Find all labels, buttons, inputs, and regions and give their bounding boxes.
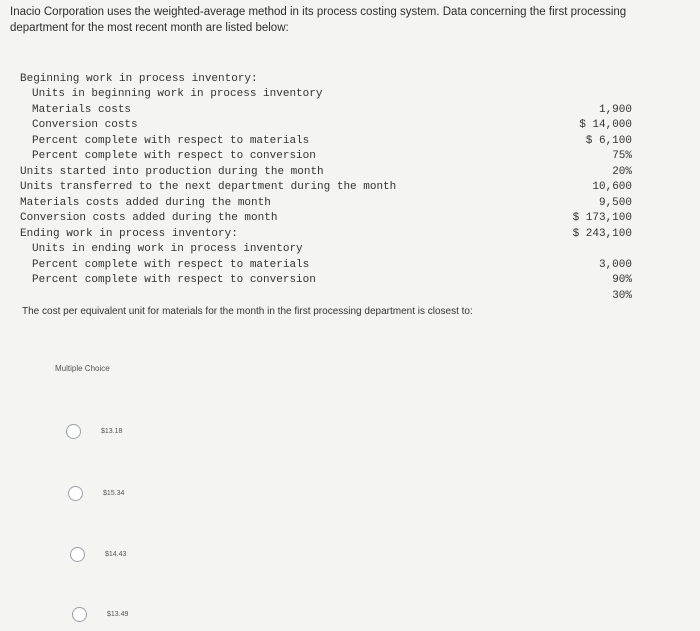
multiple-choice-title: Multiple Choice: [55, 364, 110, 373]
row-label: Percent complete with respect to conversion: [32, 150, 316, 162]
row-value: 30%: [612, 289, 632, 302]
answer-option[interactable]: [70, 547, 126, 562]
answer-option[interactable]: [68, 486, 124, 501]
answer-option[interactable]: [66, 424, 122, 439]
row-label: Units transferred to the next department during the month: [20, 181, 397, 193]
option-label: $13.18: [101, 428, 123, 435]
row-label: Percent complete with respect to materials: [32, 134, 310, 147]
answer-option[interactable]: [72, 607, 128, 622]
row-label: Units started into production during the month: [20, 165, 324, 178]
row-label: Percent complete with respect to materials: [32, 258, 310, 271]
option-label: $15.34: [103, 490, 125, 497]
option-label: $14.43: [105, 551, 127, 558]
row-value: 20%: [612, 165, 632, 178]
row-value: 3,000: [598, 258, 632, 271]
row-value: 9,500: [598, 196, 632, 209]
row-label: Percent complete with respect to conversion: [32, 274, 316, 286]
row-label: Units in beginning work in process inventory: [32, 88, 323, 100]
row-value: $ 173,100: [572, 212, 632, 224]
row-label: Materials costs: [32, 103, 132, 116]
row-value: $ 243,100: [572, 227, 632, 240]
row-label: Conversion costs added during the month: [20, 212, 278, 224]
radio-button[interactable]: [70, 547, 85, 562]
radio-button[interactable]: [68, 486, 83, 501]
data-table: [20, 56, 640, 302]
row-value: 1,900: [598, 103, 632, 116]
row-value: 90%: [612, 274, 632, 286]
row-label: Beginning work in process inventory:: [20, 72, 258, 85]
question-text: The cost per equivalent unit for materials for the month in the first processing department is closest to:: [22, 306, 473, 317]
data-row: [20, 56, 640, 85]
row-value: $ 6,100: [585, 134, 632, 147]
row-label: Conversion costs: [32, 119, 138, 131]
row-value: $ 14,000: [579, 119, 632, 131]
row-value: 75%: [612, 150, 632, 162]
row-value: 10,600: [592, 181, 632, 193]
row-label: Materials costs added during the month: [20, 196, 271, 209]
problem-intro: Inacio Corporation uses the weighted-average method in its process costing system. Data concerning the first processing department for the most recent month are listed below:: [10, 6, 627, 34]
option-label: $13.49: [107, 611, 129, 618]
row-label: Units in ending work in process inventory: [32, 243, 303, 255]
row-label: Ending work in process inventory:: [20, 227, 238, 240]
radio-button[interactable]: [66, 424, 81, 439]
radio-button[interactable]: [72, 607, 87, 622]
